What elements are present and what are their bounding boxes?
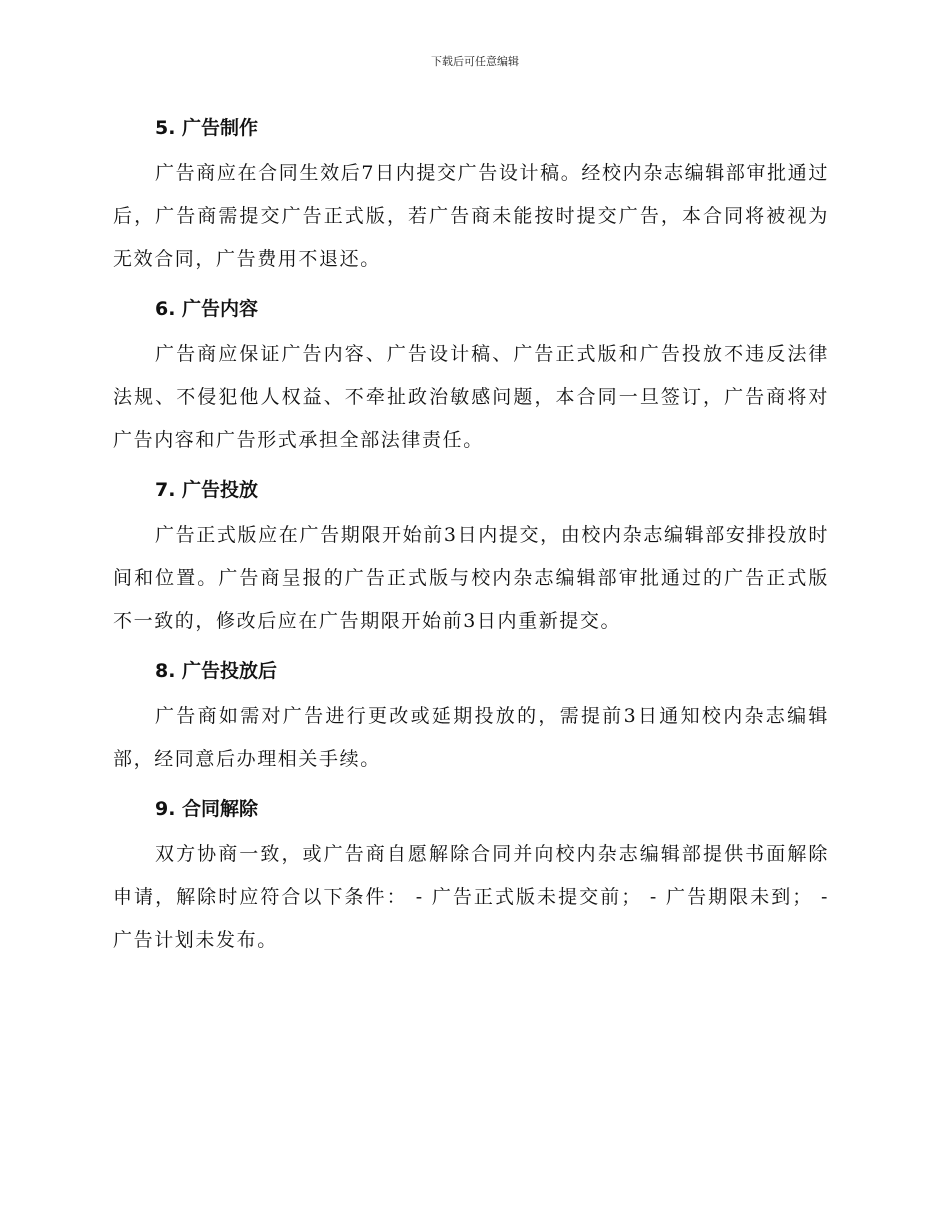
section-body: 双方协商一致，或广告商自愿解除合同并向校内杂志编辑部提供书面解除申请，解除时应符合以下条件： - 广告正式版未提交前； - 广告期限未到； - 广告计划未发布。 bbox=[113, 843, 829, 951]
section-8 bbox=[113, 651, 829, 781]
section-heading: 8. 广告投放后 bbox=[155, 660, 278, 682]
section-body: 广告商如需对广告进行更改或延期投放的，需提前3日通知校内杂志编辑部，经同意后办理相关手续。 bbox=[113, 705, 829, 770]
section-heading: 9. 合同解除 bbox=[155, 798, 259, 820]
section-heading: 5. 广告制作 bbox=[155, 117, 259, 139]
section-6 bbox=[113, 289, 829, 462]
section-heading: 7. 广告投放 bbox=[155, 479, 259, 501]
section-heading: 6. 广告内容 bbox=[155, 298, 259, 320]
section-7 bbox=[113, 470, 829, 643]
section-9 bbox=[113, 789, 829, 962]
section-5 bbox=[113, 108, 829, 281]
section-body: 广告正式版应在广告期限开始前3日内提交，由校内杂志编辑部安排投放时间和位置。广告商呈报的广告正式版与校内杂志编辑部审批通过的广告正式版不一致的，修改后应在广告期限开始前3日内重新提交。 bbox=[113, 524, 829, 632]
section-body: 广告商应保证广告内容、广告设计稿、广告正式版和广告投放不违反法律法规、不侵犯他人权益、不牵扯政治敏感问题，本合同一旦签订，广告商将对广告内容和广告形式承担全部法律责任。 bbox=[113, 343, 829, 451]
document-content bbox=[113, 108, 829, 970]
section-body: 广告商应在合同生效后7日内提交广告设计稿。经校内杂志编辑部审批通过后，广告商需提交广告正式版，若广告商未能按时提交广告，本合同将被视为无效合同，广告费用不退还。 bbox=[113, 162, 829, 270]
page-header: 下载后可任意编辑 bbox=[431, 55, 519, 68]
